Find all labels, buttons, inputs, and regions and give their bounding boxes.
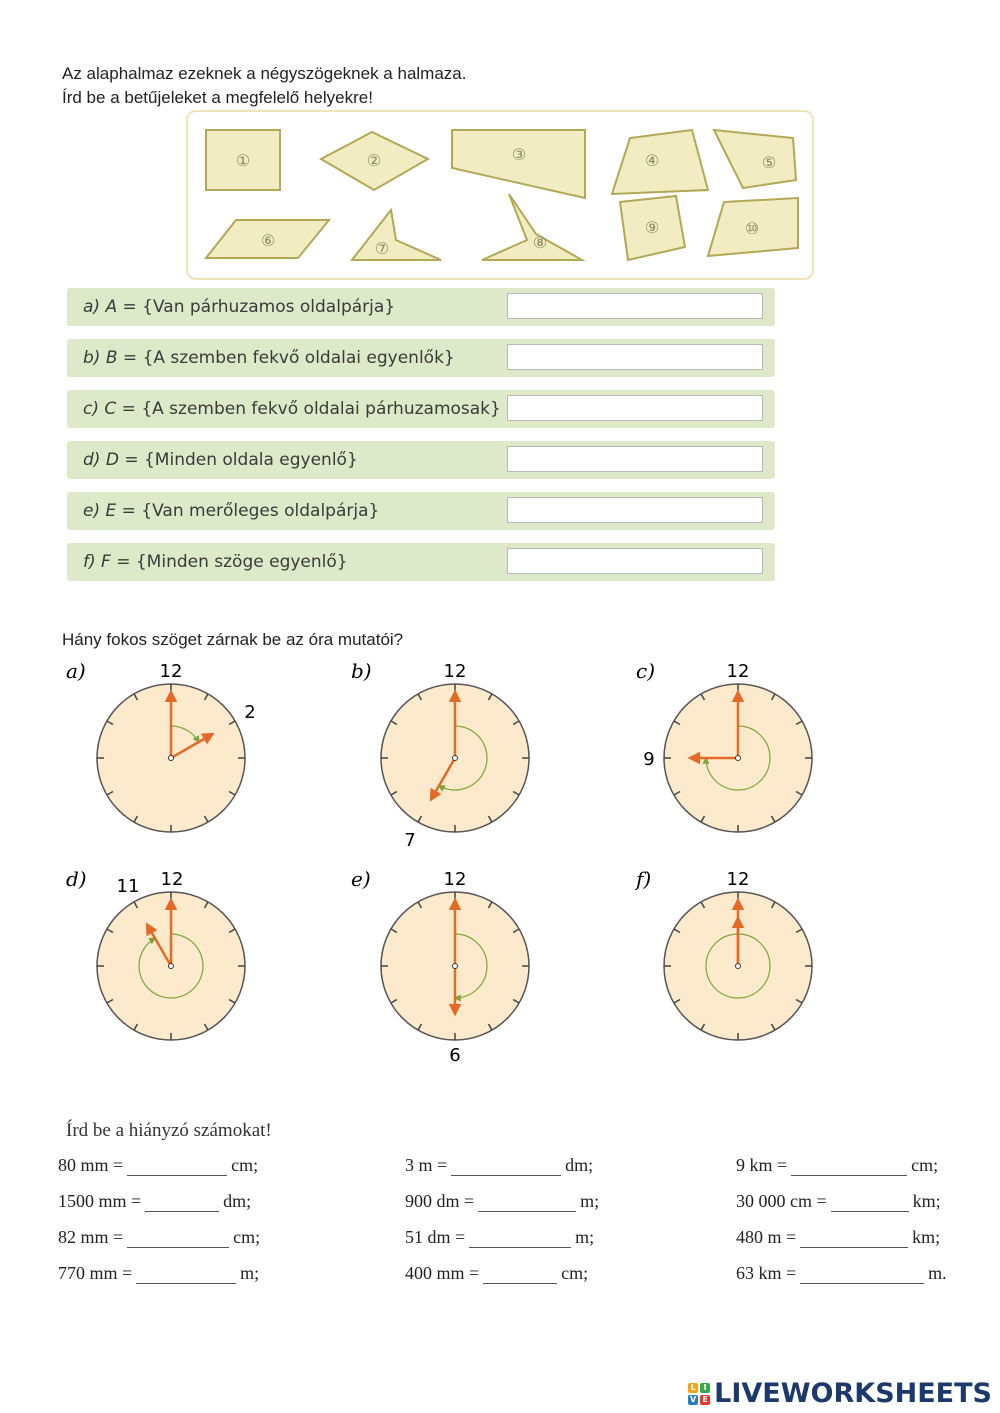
conversion-row [58, 1155, 258, 1176]
conversion-row [58, 1227, 260, 1248]
conversion-unit: km; [912, 1227, 941, 1247]
set-answer-e[interactable] [507, 497, 763, 523]
shape-label-5: ⑤ [761, 153, 777, 172]
conversion-unit: m. [928, 1263, 947, 1283]
clock-extra-a: 2 [244, 702, 256, 723]
set-answer-f[interactable] [507, 548, 763, 574]
clock-letter-f: f) [636, 867, 652, 891]
conversion-answer-input[interactable] [136, 1263, 236, 1284]
shape-label-2: ② [366, 151, 382, 170]
intro-text [62, 62, 466, 110]
clock-center [169, 756, 174, 761]
intro-line-1: Az alaphalmaz ezeknek a négyszögeknek a halmaza. [62, 64, 467, 83]
set-answer-c[interactable] [507, 395, 763, 421]
conversion-row [736, 1191, 941, 1212]
conversion-left: 80 mm = [58, 1155, 124, 1175]
conversion-unit: cm; [231, 1155, 259, 1175]
conversion-unit: cm; [911, 1155, 939, 1175]
clock-c [636, 659, 812, 832]
conversion-row [736, 1227, 940, 1248]
conversion-row [736, 1263, 947, 1284]
set-answer-d[interactable] [507, 446, 763, 472]
set-row-d [67, 441, 775, 479]
conversion-unit: km; [912, 1191, 941, 1211]
conversion-answer-input[interactable] [483, 1263, 557, 1284]
clock-f [634, 867, 812, 1040]
conversion-answer-input[interactable] [127, 1155, 227, 1176]
clock-letter-c: c) [636, 659, 656, 683]
conversion-row [405, 1155, 593, 1176]
shape-4 [612, 130, 708, 194]
conversion-left: 51 dm = [405, 1227, 466, 1247]
conversion-answer-input[interactable] [451, 1155, 561, 1176]
clock-letter-e: e) [351, 867, 371, 891]
clock-12-e: 12 [443, 869, 467, 890]
conversion-left: 900 dm = [405, 1191, 475, 1211]
clock-12-b: 12 [443, 661, 467, 682]
set-row-c [67, 390, 775, 428]
clock-b [351, 659, 529, 851]
conversion-unit: m; [580, 1191, 600, 1211]
conversion-unit: dm; [223, 1191, 252, 1211]
conversion-row [405, 1263, 588, 1284]
conversion-answer-input[interactable] [791, 1155, 907, 1176]
clock-letter-d: d) [66, 867, 87, 891]
clock-center [736, 756, 741, 761]
clocks-area [0, 650, 1000, 1070]
set-label-b: b) B = {A szemben fekvő oldalai egyenlők} [83, 348, 455, 368]
set-row-b [67, 339, 775, 377]
clock-extra-e: 6 [449, 1045, 461, 1066]
clock-center [736, 964, 741, 969]
clock-center [453, 756, 458, 761]
conversion-left: 480 m = [736, 1227, 797, 1247]
clock-d [66, 867, 245, 1040]
set-answer-b[interactable] [507, 344, 763, 370]
clock-extra-b: 7 [404, 830, 416, 851]
conversion-answer-input[interactable] [478, 1191, 576, 1212]
clock-12-a: 12 [159, 661, 183, 682]
conversion-left: 3 m = [405, 1155, 448, 1175]
shape-label-9: ⑨ [644, 218, 660, 237]
clock-a [66, 659, 256, 832]
conversion-left: 30 000 cm = [736, 1191, 827, 1211]
conversion-answer-input[interactable] [800, 1227, 908, 1248]
set-row-f [67, 543, 775, 581]
conversion-unit: dm; [565, 1155, 594, 1175]
clock-extra-c: 9 [643, 749, 655, 770]
set-answer-a[interactable] [507, 293, 763, 319]
logo-tiles: L I V E [688, 1383, 710, 1405]
clock-e [351, 867, 529, 1066]
conversion-left: 82 mm = [58, 1227, 124, 1247]
shape-label-8: ⑧ [532, 233, 548, 252]
set-row-a [67, 288, 775, 326]
shape-5 [714, 130, 796, 188]
clock-center [169, 964, 174, 969]
conversion-row [58, 1263, 259, 1284]
conversion-answer-input[interactable] [800, 1263, 924, 1284]
conversion-answer-input[interactable] [145, 1191, 219, 1212]
conversion-row [58, 1191, 251, 1212]
shape-label-1: ① [235, 151, 251, 170]
conversion-left: 770 mm = [58, 1263, 133, 1283]
conversion-unit: cm; [233, 1227, 261, 1247]
shape-7 [352, 210, 441, 260]
shape-label-6: ⑥ [260, 231, 276, 250]
clock-extra-d: 11 [116, 876, 140, 897]
shape-label-3: ③ [511, 145, 527, 164]
conversion-left: 63 km = [736, 1263, 797, 1283]
conversion-unit: m; [240, 1263, 260, 1283]
shapes-drawing [186, 110, 814, 280]
clocks-question: Hány fokos szöget zárnak be az óra mutatói? [62, 630, 404, 649]
shape-label-7: ⑦ [374, 239, 390, 258]
intro-line-2: Írd be a betűjeleket a megfelelő helyekre! [62, 88, 373, 107]
logo-text: LIVEWORKSHEETS [714, 1378, 992, 1409]
conversion-row [736, 1155, 938, 1176]
conversion-unit: cm; [561, 1263, 589, 1283]
conversion-unit: m; [575, 1227, 595, 1247]
set-label-c: c) C = {A szemben fekvő oldalai párhuzamosak} [83, 399, 501, 419]
liveworksheets-logo [688, 1378, 992, 1409]
shape-label-10: ⑩ [744, 219, 760, 238]
set-row-e [67, 492, 775, 530]
shape-label-4: ④ [644, 151, 660, 170]
conversion-answer-input[interactable] [831, 1191, 909, 1212]
conversion-left: 1500 mm = [58, 1191, 142, 1211]
clock-letter-a: a) [66, 659, 86, 683]
clock-center [453, 964, 458, 969]
conversions-title: Írd be a hiányzó számokat! [66, 1120, 272, 1141]
shape-3 [452, 130, 585, 198]
conversion-left: 9 km = [736, 1155, 788, 1175]
clock-12-d: 12 [160, 869, 184, 890]
conversion-row [405, 1227, 594, 1248]
conversion-answer-input[interactable] [127, 1227, 229, 1248]
set-label-e: e) E = {Van merőleges oldalpárja} [83, 501, 380, 521]
clock-letter-b: b) [351, 659, 372, 683]
conversion-row [405, 1191, 599, 1212]
set-label-f: f) F = {Minden szöge egyenlő} [83, 552, 348, 572]
set-label-d: d) D = {Minden oldala egyenlő} [83, 450, 358, 470]
set-label-a: a) A = {Van párhuzamos oldalpárja} [83, 297, 396, 317]
clock-12-f: 12 [726, 869, 750, 890]
clock-12-c: 12 [726, 661, 750, 682]
conversion-left: 400 mm = [405, 1263, 480, 1283]
conversion-answer-input[interactable] [469, 1227, 571, 1248]
